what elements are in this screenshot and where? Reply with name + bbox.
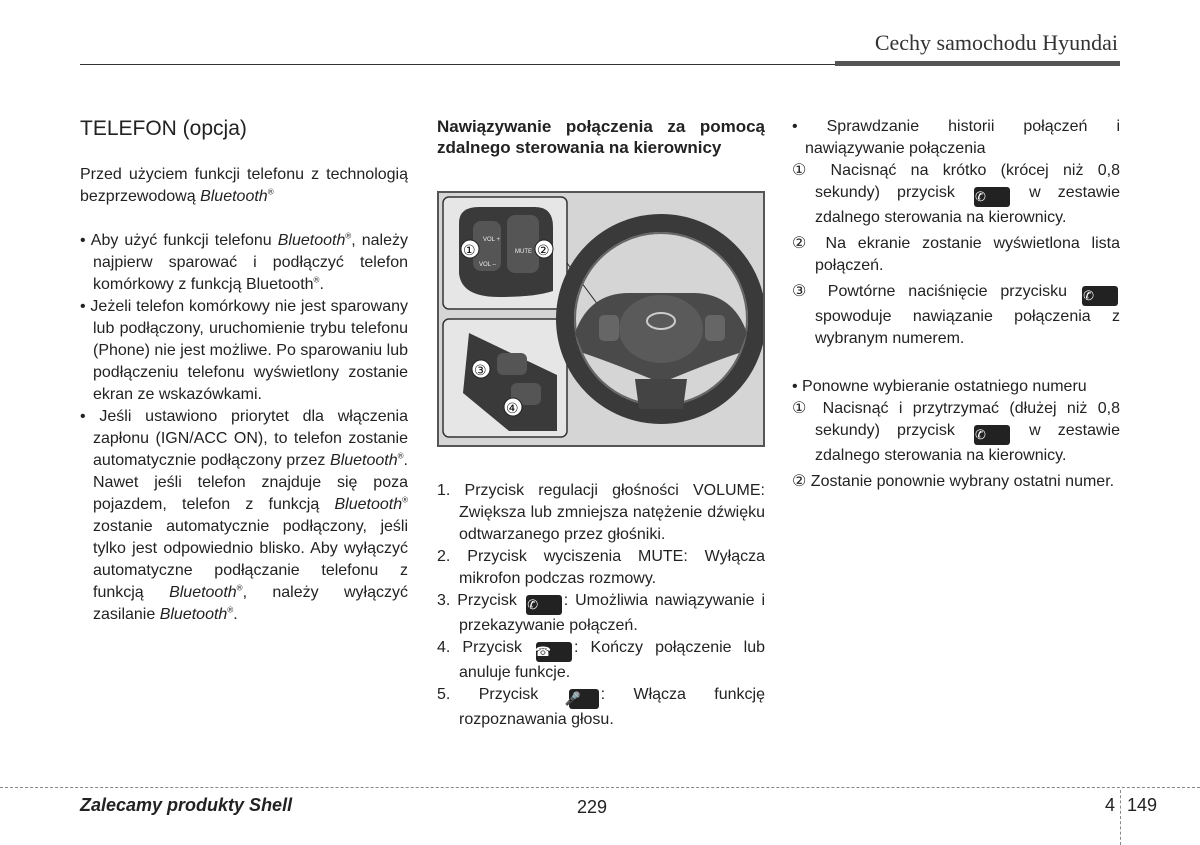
- call-icon: ✆: [526, 595, 562, 615]
- footer-rule: [0, 787, 1200, 788]
- callout-3: ③: [474, 363, 487, 379]
- step-item: ③ Powtórne naciśnięcie przycisku ✆ spowoduje nawiązanie połączenia z wybranym numerem.: [792, 283, 1120, 347]
- list-item: 2. Przycisk wyciszenia MUTE: Wyłącza mikrofon podczas rozmowy.: [437, 548, 765, 587]
- call-icon: ✆: [974, 425, 1010, 445]
- list-item: 5. Przycisk 🎤 : Włącza funkcję rozpoznawania głosu.: [437, 686, 765, 728]
- step-item: ② Na ekranie zostanie wyświetlona lista połączeń.: [792, 235, 1121, 274]
- column-2: [437, 116, 765, 158]
- bullet-not-paired: • Jeżeli telefon komórkowy nie jest sparowany lub podłączony, uruchomienie trybu telefonu (Phone) nie jest możliwe. Po sparowaniu lub podłączeniu telefonu wyświetlony zostanie ekran ze wskazówkami.: [80, 298, 408, 403]
- section-heading: TELEFON (opcja): [80, 117, 247, 140]
- call-icon: ✆: [1082, 286, 1118, 306]
- callout-2: ②: [537, 243, 550, 259]
- call-icon: ✆: [974, 187, 1010, 207]
- voice-recognition-icon: 🎤: [569, 689, 599, 709]
- bullet-auto-connect: • Jeśli ustawiono priorytet dla włączenia zapłonu (IGN/ACC ON), to telefon zostanie automatycznie podłączony przez Bluetooth®. Nawet jeśli telefon znajduje się poza pojazdem, telefon z funkcją Bluetooth® zostanie automatycznie podłączony, jeśli tylko jest odpowiednio blisko. Aby wyłączyć automatyczne podłączanie telefonu z funkcją Bluetooth®, należy wyłączyć zasilanie Bluetooth®.: [80, 408, 409, 623]
- button-list: [437, 480, 765, 731]
- step-item: ① Nacisnąć i przytrzymać (dłużej niż 0,8 sekundy) przycisk ✆ w zestawie zdalnego sterowania na kierownicy.: [792, 400, 1120, 464]
- callout-4: ④: [506, 401, 519, 417]
- vol-plus-label: VOL +: [483, 237, 500, 243]
- chapter-number: 4: [1105, 795, 1116, 815]
- chapter-page-number: 149: [1127, 795, 1158, 815]
- end-call-icon: ☎: [536, 642, 572, 662]
- column-1: [80, 116, 408, 626]
- bullet-pairing: • Aby użyć funkcji telefonu Bluetooth®, należy najpierw sparować i podłączyć telefon komórkowy z funkcją Bluetooth®.: [80, 231, 409, 293]
- vol-minus-label: VOL –: [479, 262, 496, 268]
- step-item: ② Zostanie ponownie wybrany ostatni numer.: [792, 473, 1115, 490]
- mute-label: MUTE: [515, 249, 532, 255]
- bullet-call-history: • Sprawdzanie historii połączeń i nawiązywanie połączenia: [792, 118, 1120, 157]
- header-bar: [835, 61, 1120, 66]
- bullet-redial: • Ponowne wybieranie ostatniego numeru: [792, 378, 1087, 395]
- steering-wheel-figure: [437, 191, 765, 447]
- footer-slogan: Zalecamy produkty Shell: [80, 795, 293, 815]
- subsection-heading: Nawiązywanie połączenia za pomocą zdalnego sterowania na kierownicy: [437, 117, 765, 157]
- step-item: ① Nacisnąć na krótko (krócej niż 0,8 sekundy) przycisk ✆ w zestawie zdalnego sterowania na kierownicy.: [792, 162, 1121, 226]
- page-number: 229: [577, 797, 608, 817]
- steering-wheel-illustration: [439, 193, 763, 445]
- list-item: 3. Przycisk ✆ : Umożliwia nawiązywanie i przekazywanie połączeń.: [437, 592, 765, 634]
- header-title: Cechy samochodu Hyundai: [874, 30, 1118, 55]
- column-3: [792, 116, 1120, 497]
- list-item: 1. Przycisk regulacji głośności VOLUME: Zwiększa lub zmniejsza natężenie dźwięku odtwarzanego przez głośniki.: [437, 482, 765, 543]
- footer-divider: [1120, 790, 1121, 845]
- intro-paragraph: Przed użyciem funkcji telefonu z technologią bezprzewodową Bluetooth®: [80, 166, 408, 205]
- callout-1: ①: [463, 243, 476, 259]
- list-item: 4. Przycisk ☎ : Kończy połączenie lub anuluje funkcje.: [437, 639, 765, 681]
